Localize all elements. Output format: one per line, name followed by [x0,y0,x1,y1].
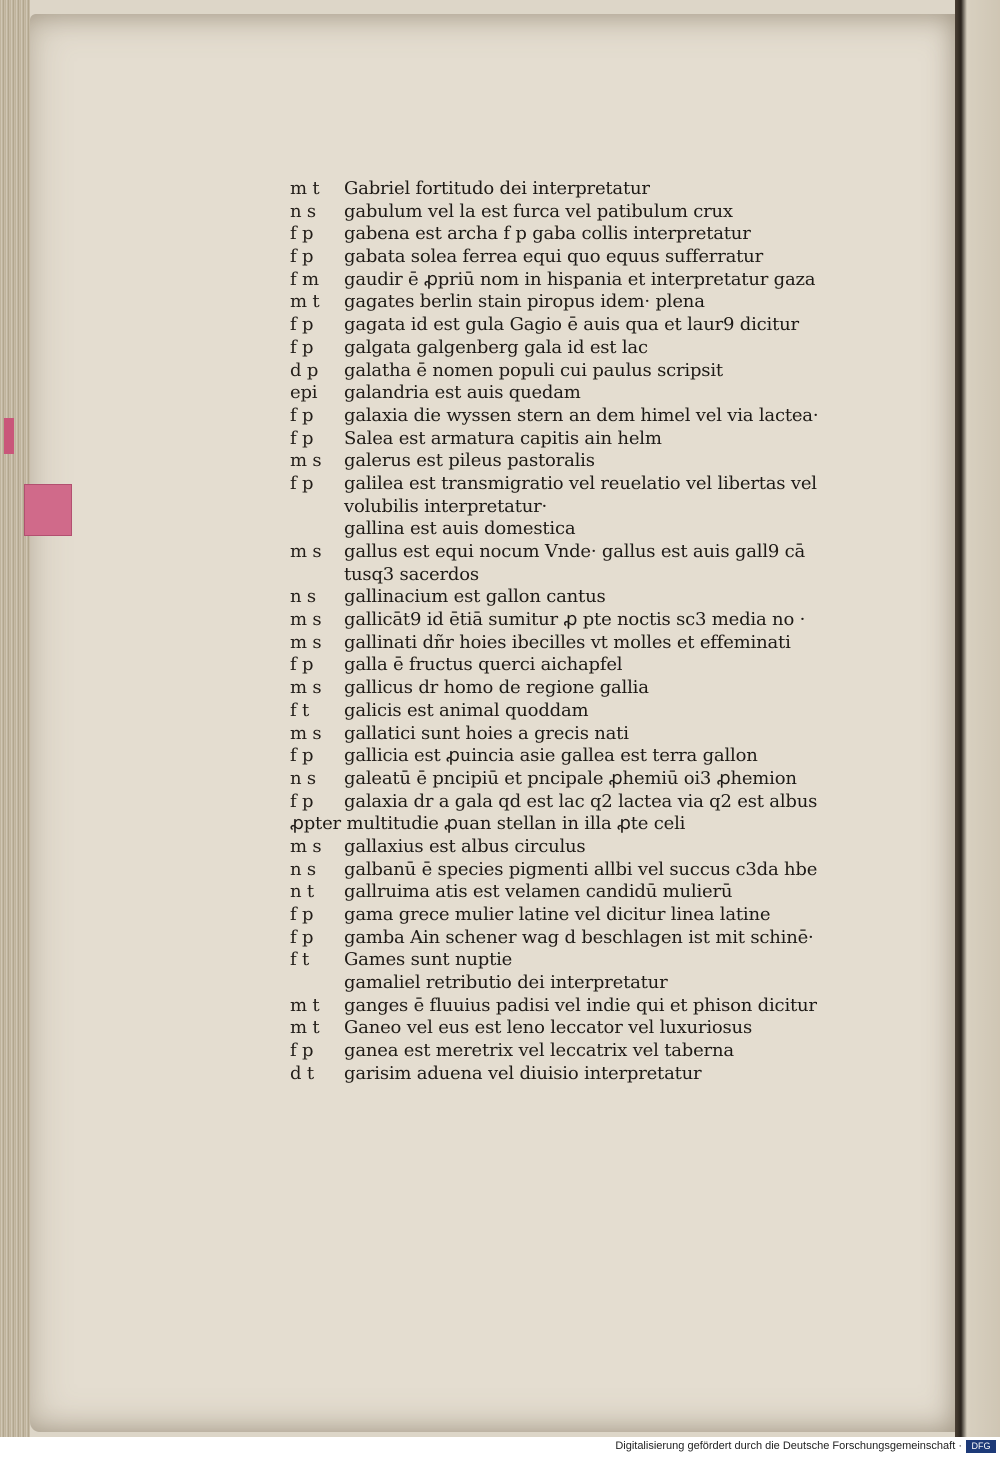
grammar-marker: f t [290,949,310,971]
entry-text: Salea est armatura capitis ain helm [344,427,662,449]
red-bookmark-strip [4,418,14,454]
entry-text: galbanū ē species pigmenti allbi vel succus c3da hbe [344,858,818,880]
text-line [290,564,880,587]
entry-text: gabena est archa f p gaba collis interpretatur [344,223,751,245]
text-line [290,518,880,541]
entry-text: galgata galgenberg gala id est lac [344,336,648,358]
text-line [290,700,880,723]
entry-text: gallinati dñr hoies ibecilles vt molles et effeminati [344,631,791,653]
entry-text: garisim aduena vel diuisio interpretatur [344,1062,702,1084]
text-line [290,768,880,791]
entry-text: volubilis interpretatur· [344,495,548,517]
text-line [290,291,880,314]
entry-text: gallruima atis est velamen candidū mulierū [344,881,733,903]
footer-credit: Digitalisierung gefördert durch die Deutsche Forschungsgemeinschaft · [615,1440,962,1452]
text-line [290,473,880,496]
text-line [290,1017,880,1040]
entry-text: galicis est animal quoddam [344,699,589,721]
grammar-marker: f p [290,314,314,336]
text-line [290,360,880,383]
grammar-marker: m s [290,722,322,744]
entry-text: gallina est auis domestica [344,518,576,540]
entry-text: galla ē fructus querci aichapfel [344,654,623,676]
grammar-marker: n t [290,881,314,903]
entry-text: Ganeo vel eus est leno leccator vel luxuriosus [344,1017,752,1039]
text-line [290,223,880,246]
text-line [290,314,880,337]
entry-text: galatha ē nomen populi cui paulus scripsit [344,359,723,381]
text-line [290,1063,880,1086]
text-line [290,246,880,269]
glossary-text-column [290,178,880,1086]
entry-text: galaxia dr a gala qd est lac q2 lactea via q2 est albus [344,790,818,812]
entry-text: gallicus dr homo de regione gallia [344,677,649,699]
text-line [290,609,880,632]
text-line [290,904,880,927]
entry-text: galeatū ē pncipiū et pncipale ꝓhemiū oi3 ꝓhemion [344,767,797,789]
entry-text: gallaxius est albus circulus [344,835,586,857]
grammar-marker: f p [290,654,314,676]
entry-text: tusq3 sacerdos [344,563,479,585]
grammar-marker: f p [290,223,314,245]
entry-text: gamba Ain schener wag d beschlagen ist mit schinē· [344,926,814,948]
grammar-marker: f p [290,404,314,426]
text-line [290,859,880,882]
grammar-marker: n s [290,200,316,222]
text-line [290,496,880,519]
grammar-marker: m t [290,1017,320,1039]
book-gutter [955,0,1000,1437]
entry-text: gallinacium est gallon cantus [344,586,606,608]
grammar-marker: f p [290,926,314,948]
entry-text: galilea est transmigratio vel reuelatio vel libertas vel [344,472,817,494]
text-line [290,450,880,473]
text-line [290,1040,880,1063]
grammar-marker: f p [290,336,314,358]
grammar-marker: f m [290,268,319,290]
grammar-marker: f p [290,472,314,494]
grammar-marker: f p [290,904,314,925]
entry-text: galaxia die wyssen stern an dem himel vel via lactea· [344,404,819,426]
grammar-marker: m s [290,631,322,653]
text-line [290,836,880,859]
entry-text: gallatici sunt hoies a grecis nati [344,722,629,744]
entry-text: gamaliel retributio dei interpretatur [344,972,668,994]
entry-text: ganges ē fluuius padisi vel indie qui et phison dicitur [344,994,817,1016]
grammar-marker: m s [290,677,322,699]
dfg-logo: DFG [966,1440,996,1453]
text-line [290,337,880,360]
grammar-marker: epi [290,382,318,404]
text-line [290,745,880,768]
grammar-marker: f p [290,427,314,449]
text-line [290,654,880,677]
text-line [290,927,880,950]
entry-text: galerus est pileus pastoralis [344,450,595,472]
grammar-marker: m s [290,541,322,562]
text-line [290,949,880,972]
footer-bar [0,1437,1000,1457]
grammar-marker: m t [290,994,320,1016]
text-line [290,541,880,564]
entry-text: ganea est meretrix vel leccatrix vel taberna [344,1040,734,1062]
entry-text: gama grece mulier latine vel dicitur linea latine [344,904,771,925]
entry-text: gaudir ē ꝓpriū nom in hispania et interpretatur gaza [344,268,816,290]
grammar-marker: f t [290,699,310,721]
text-line [290,632,880,655]
grammar-marker: d t [290,1062,314,1084]
text-line [290,405,880,428]
text-line [290,813,880,836]
grammar-marker: m t [290,178,320,199]
grammar-marker: m t [290,291,320,313]
text-line [290,428,880,451]
text-line [290,178,880,201]
text-line [290,269,880,292]
entry-text: Games sunt nuptie [344,949,513,971]
grammar-marker: m s [290,450,322,472]
entry-text: gallicia est ꝓuincia asie gallea est terra gallon [344,745,758,767]
grammar-marker: n s [290,858,316,880]
entry-text: gagates berlin stain piropus idem· plena [344,291,705,313]
grammar-marker: m s [290,835,322,857]
entry-text: gabulum vel la est furca vel patibulum crux [344,200,733,222]
entry-text: ꝓpter multitudie ꝓuan stellan in illa ꝓte celi [290,813,686,835]
text-line [290,972,880,995]
grammar-marker: n s [290,767,316,789]
entry-text: galandria est auis quedam [344,382,581,404]
entry-text: gallus est equi nocum Vnde· gallus est auis gall9 cā [344,541,806,562]
text-line [290,791,880,814]
text-line [290,201,880,224]
entry-text: gagata id est gula Gagio ē auis qua et laur9 dicitur [344,314,799,336]
pink-page-tab [24,484,72,536]
entry-text: gallicāt9 id ētiā sumitur ꝓ pte noctis sc3 media no · [344,609,806,631]
text-line [290,586,880,609]
entry-text: Gabriel fortitudo dei interpretatur [344,178,650,199]
text-line [290,995,880,1018]
grammar-marker: f p [290,790,314,812]
grammar-marker: n s [290,586,316,608]
text-line [290,723,880,746]
page-edges [0,0,30,1437]
text-line [290,881,880,904]
text-line [290,677,880,700]
grammar-marker: f p [290,1040,314,1062]
grammar-marker: f p [290,745,314,767]
grammar-marker: d p [290,359,319,381]
grammar-marker: m s [290,609,322,631]
text-line [290,382,880,405]
entry-text: gabata solea ferrea equi quo equus sufferratur [344,246,763,268]
grammar-marker: f p [290,246,314,268]
